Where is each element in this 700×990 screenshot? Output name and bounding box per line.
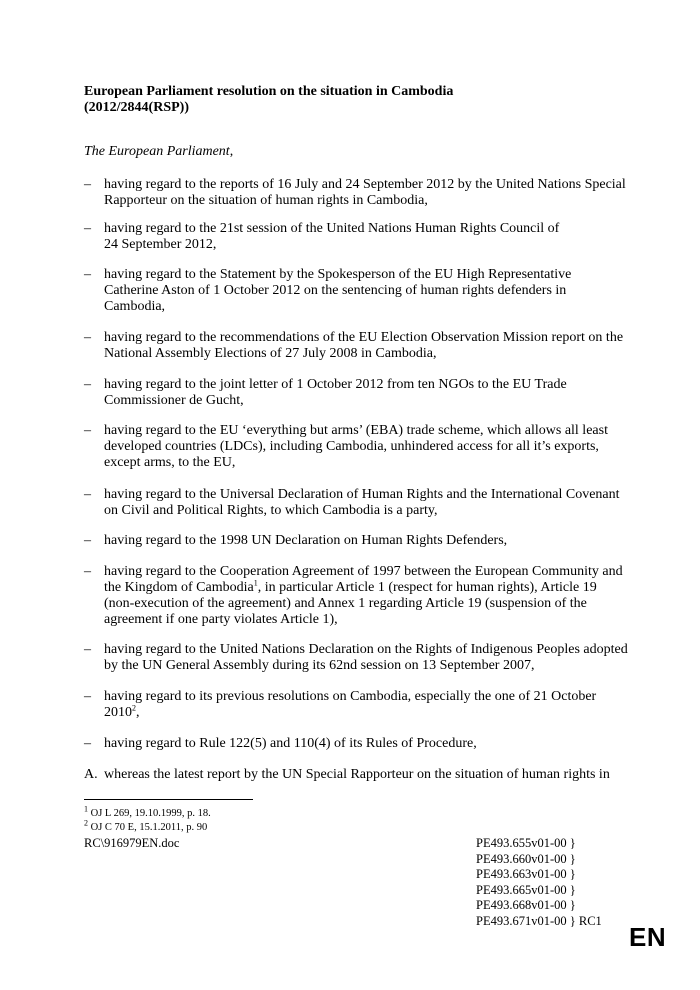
citation-line: having regard to the 1998 UN Declaration on Human Rights Defenders, (104, 533, 508, 548)
footnote-separator (84, 799, 253, 800)
citation-line: National Assembly Elections of 27 July 2008 in Cambodia, (104, 346, 437, 361)
citation-line: having regard to the Cooperation Agreement of 1997 between the European Community and (104, 564, 623, 579)
citation-text: , (136, 705, 140, 720)
citation-line: 24 September 2012, (104, 237, 217, 252)
dash-bullet: – (84, 487, 91, 502)
citation-line: having regard to its previous resolutions on Cambodia, especially the one of 21 October (104, 689, 597, 704)
dash-bullet: – (84, 423, 91, 438)
citation-line: having regard to the recommendations of the EU Election Observation Mission report on the (104, 330, 624, 345)
citation-line: Catherine Aston of 1 October 2012 on the sentencing of human rights defenders in (104, 283, 567, 298)
citation-text: the Kingdom of Cambodia (104, 580, 254, 595)
citation-line: developed countries (LDCs), including Cambodia, unhindered access for all it’s exports, (104, 439, 599, 454)
footnote-2 (84, 818, 208, 834)
title-line: European Parliament resolution on the situation in Cambodia (84, 84, 454, 99)
dash-bullet: – (84, 533, 91, 548)
pe-reference-list (476, 836, 602, 929)
dash-bullet: – (84, 689, 91, 704)
citation-line: Commissioner de Gucht, (104, 393, 244, 408)
citation-line: by the UN General Assembly during its 62nd session on 13 September 2007, (104, 658, 535, 673)
dash-bullet: – (84, 267, 91, 282)
citation-line: Cambodia, (104, 299, 166, 314)
pe-reference: PE493.660v01-00 } (476, 851, 576, 866)
intro-comma: , (229, 144, 234, 159)
recital-number: A. (84, 767, 98, 782)
citation-line: Rapporteur on the situation of human rights in Cambodia, (104, 193, 428, 208)
intro-phrase (84, 144, 233, 160)
citation-line: except arms, to the EU, (104, 455, 236, 470)
citation-line: having regard to the EU ‘everything but arms’ (EBA) trade scheme, which allows all least (104, 423, 608, 438)
language-code: EN (629, 922, 667, 952)
pe-reference: PE493.671v01-00 } RC1 (476, 913, 602, 928)
pe-reference: PE493.655v01-00 } (476, 836, 576, 850)
citation-line: on Civil and Political Rights, to which Cambodia is a party, (104, 503, 438, 518)
footnote-number: 2 (84, 818, 88, 828)
citation-text: , in particular Article 1 (respect for human rights), Article 19 (257, 580, 597, 595)
citation-line: having regard to the Statement by the Spokesperson of the EU High Representative (104, 267, 572, 282)
recital-text: whereas the latest report by the UN Special Rapporteur on the situation of human rights in (104, 767, 610, 782)
citation-line (104, 705, 640, 721)
footnote-ref-1: 1 (253, 578, 258, 588)
dash-bullet: – (84, 377, 91, 392)
document-reference: RC\916979EN.doc (84, 836, 180, 850)
intro-text: The European Parliament (84, 144, 230, 159)
dash-bullet: – (84, 177, 91, 192)
procedure-code: (2012/2844(RSP)) (84, 100, 189, 115)
dash-bullet: – (84, 564, 91, 579)
footnote-text: OJ L 269, 19.10.1999, p. 18. (88, 808, 211, 819)
citation-line: agreement if one party violates Article 1), (104, 612, 338, 627)
citation-line (104, 580, 640, 596)
citation-line: having regard to the 21st session of the United Nations Human Rights Council of (104, 221, 560, 236)
citation-line: having regard to Rule 122(5) and 110(4) of its Rules of Procedure, (104, 736, 477, 751)
pe-reference: PE493.663v01-00 } (476, 867, 576, 881)
citation-line: having regard to the Universal Declaration of Human Rights and the International Covenant (104, 487, 620, 502)
footnote-1 (84, 804, 211, 820)
resolution-title (84, 84, 644, 116)
footnote-number: 1 (84, 804, 88, 814)
dash-bullet: – (84, 642, 91, 657)
dash-bullet: – (84, 221, 91, 236)
citation-line: having regard to the joint letter of 1 October 2012 from ten NGOs to the EU Trade (104, 377, 567, 392)
citation-line: (non-execution of the agreement) and Annex 1 regarding Article 19 (suspension of the (104, 596, 587, 611)
citation-text: 2010 (104, 705, 132, 720)
pe-reference: PE493.668v01-00 } (476, 898, 576, 912)
citation-line: having regard to the United Nations Declaration on the Rights of Indigenous Peoples adopted (104, 642, 628, 657)
footnote-ref-2: 2 (132, 703, 136, 713)
footnote-text: OJ C 70 E, 15.1.2011, p. 90 (88, 822, 208, 833)
dash-bullet: – (84, 330, 91, 345)
pe-reference: PE493.665v01-00 } (476, 882, 576, 897)
dash-bullet: – (84, 736, 91, 751)
citation-line: having regard to the reports of 16 July and 24 September 2012 by the United Nations Special (104, 177, 626, 192)
